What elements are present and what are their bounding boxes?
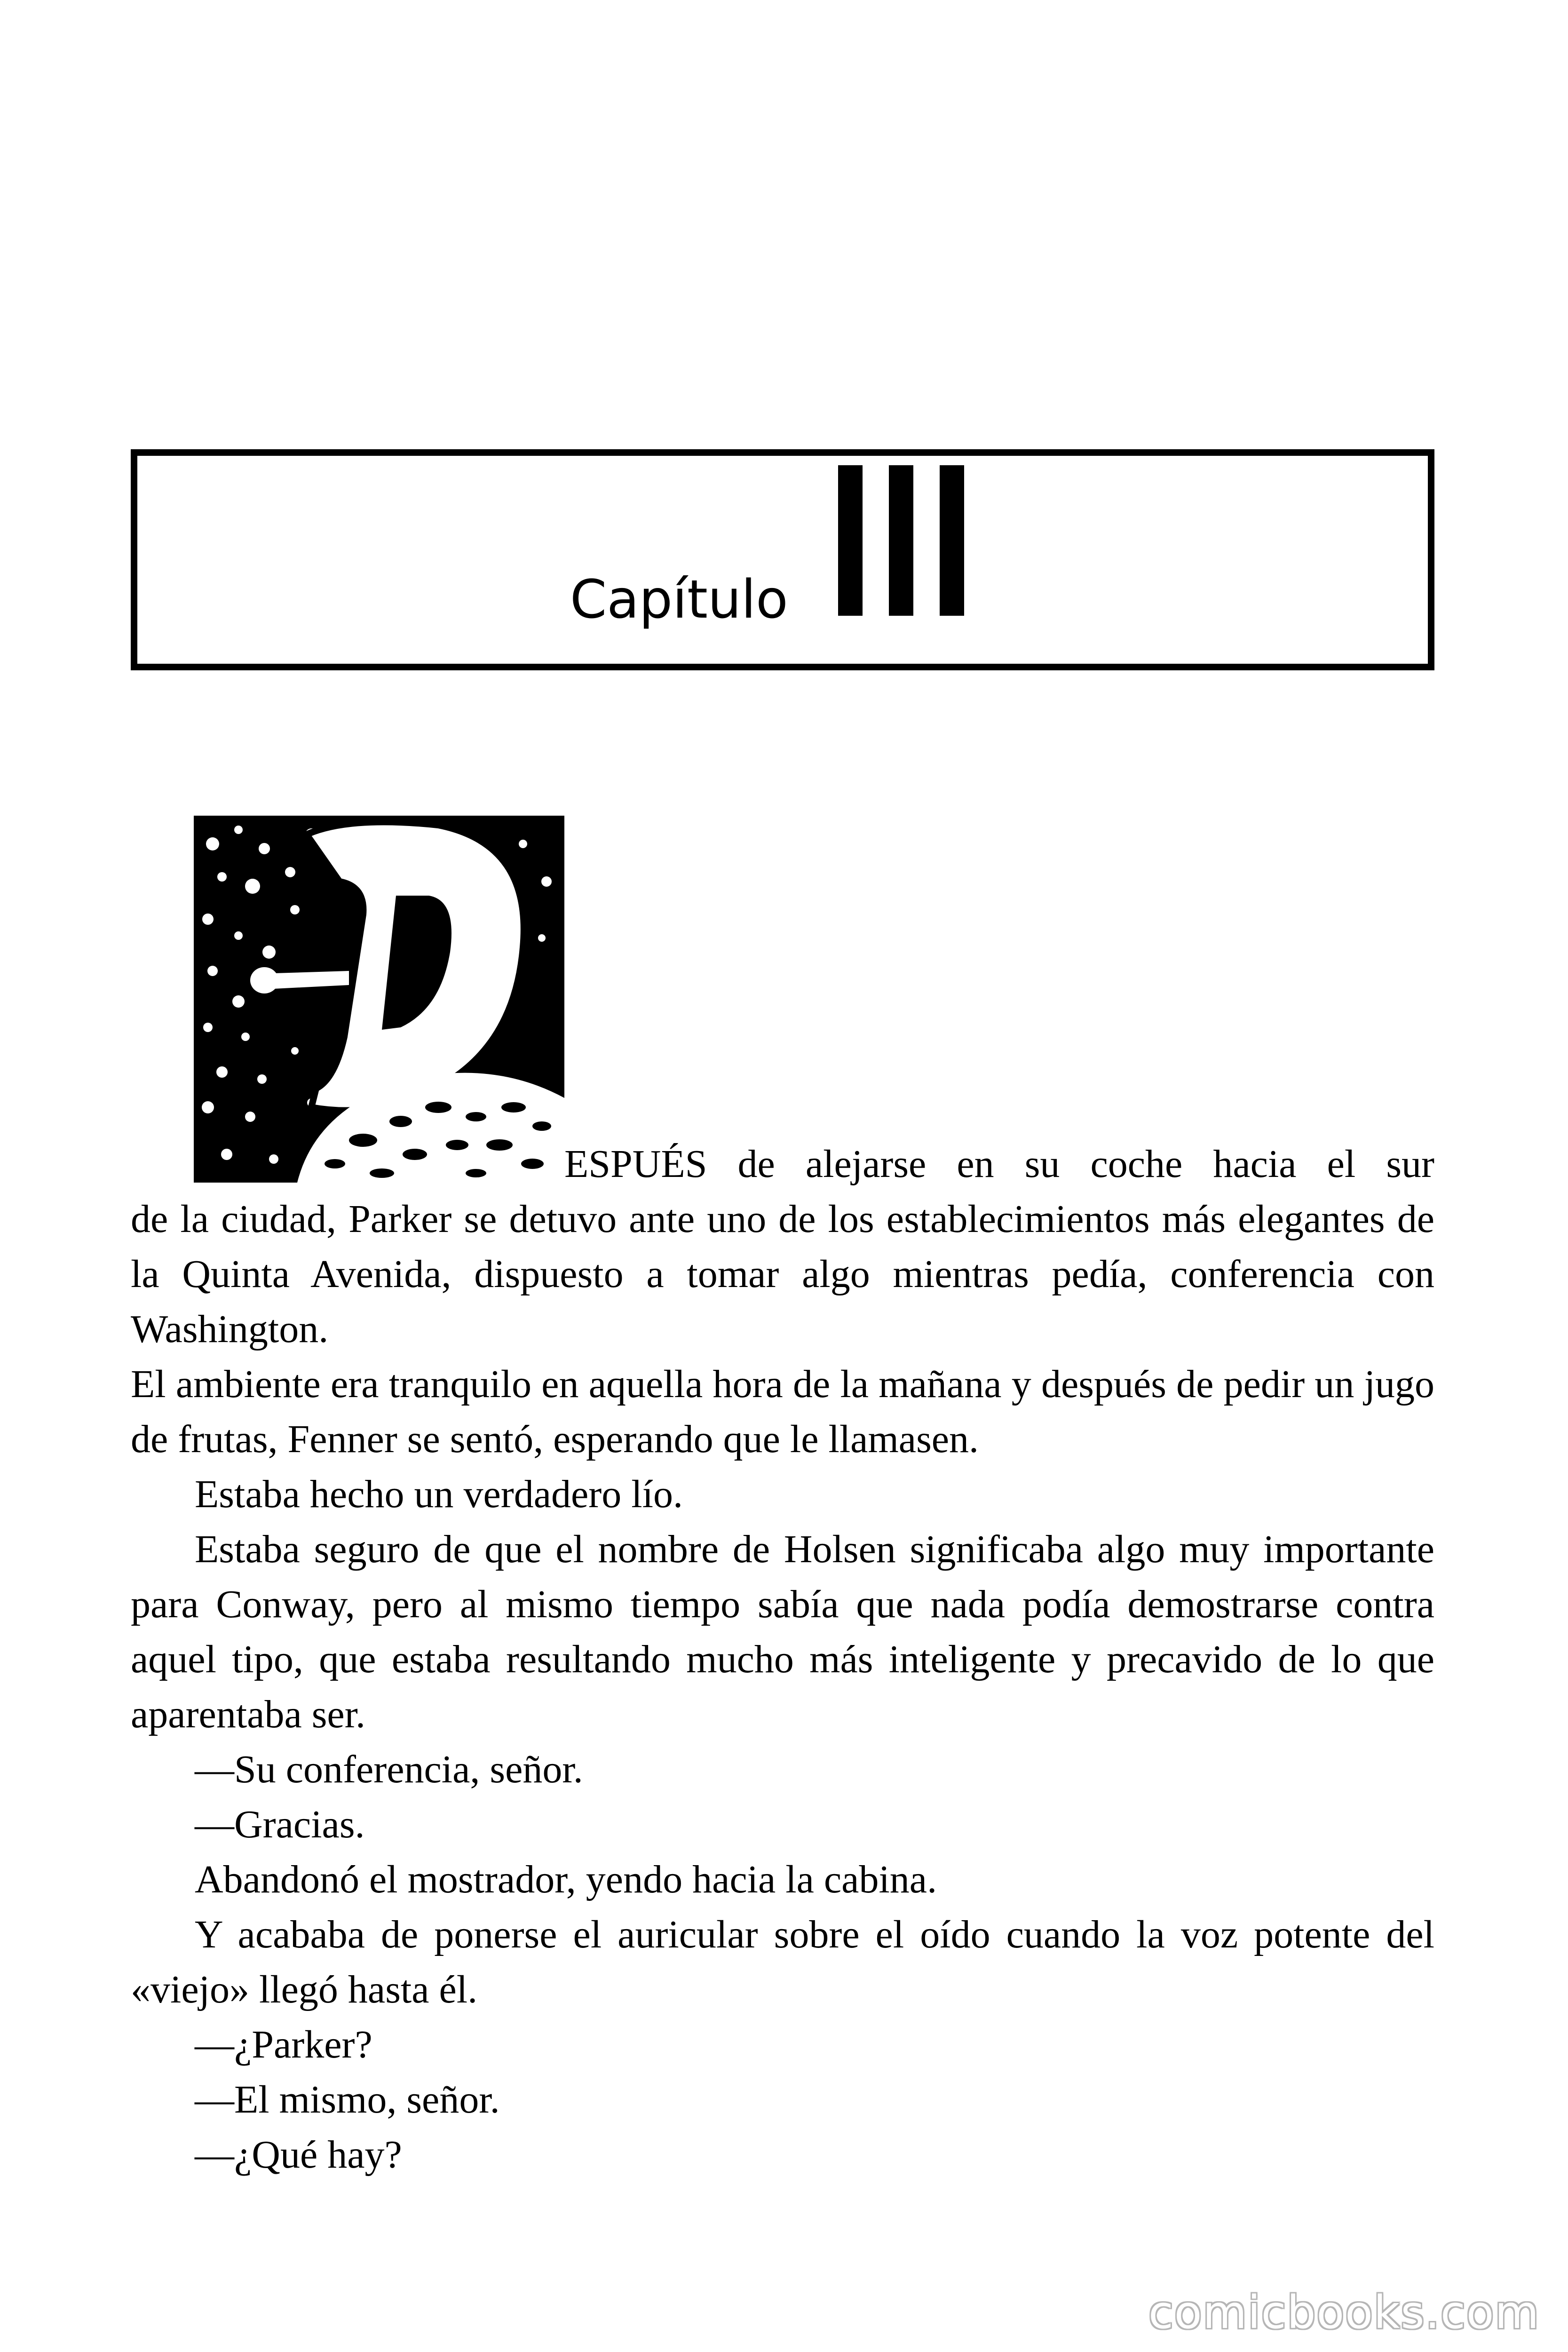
paragraph: Y acababa de ponerse el auricular sobre el oído cuando la voz potente del «viejo» llegó hasta él. [131, 1913, 1434, 2011]
drop-cap-d-illustration [194, 816, 564, 1183]
numeral-stroke [838, 465, 863, 616]
chapter-body-text [131, 1136, 1434, 2182]
chapter-heading-box [131, 449, 1434, 670]
paragraph-opening [131, 1136, 1434, 1357]
opening-line: ESPUÉS de alejarse en su coche hacia el sur [564, 1142, 1434, 1186]
paragraph: Estaba hecho un verdadero lío. [195, 1472, 683, 1516]
numeral-stroke [889, 465, 913, 616]
chapter-numeral [838, 465, 964, 639]
site-watermark: comicbooks.com [1148, 2286, 1540, 2339]
dialogue-line: —¿Qué hay? [195, 2133, 402, 2177]
paragraph: Estaba seguro de que el nombre de Holsen significaba algo muy importante para Conway, pero al mismo tiempo sabía que nada podía demostrarse contra aquel tipo, que estaba resultando mucho más inteligente y precavido de lo que aparentaba ser. [131, 1527, 1434, 1736]
dialogue-line: —Gracias. [195, 1803, 365, 1846]
dialogue-line: —¿Parker? [195, 2023, 372, 2066]
opening-rest: de la ciudad, Parker se detuvo ante uno de los establecimientos más elegantes de la Quinta Avenida, dispuesto a tomar algo mientras pedía, conferencia con Washington. [131, 1197, 1434, 1351]
dialogue-line: —Su conferencia, señor. [195, 1748, 583, 1791]
paragraph: El ambiente era tranquilo en aquella hora de la mañana y después de pedir un jugo de frutas, Fenner se sentó, esperando que le llamasen. [131, 1362, 1434, 1461]
chapter-label: Capítulo [570, 569, 788, 630]
paragraph: Abandonó el mostrador, yendo hacia la cabina. [195, 1858, 937, 1901]
numeral-stroke [940, 465, 964, 616]
dialogue-line: —El mismo, señor. [195, 2078, 500, 2122]
